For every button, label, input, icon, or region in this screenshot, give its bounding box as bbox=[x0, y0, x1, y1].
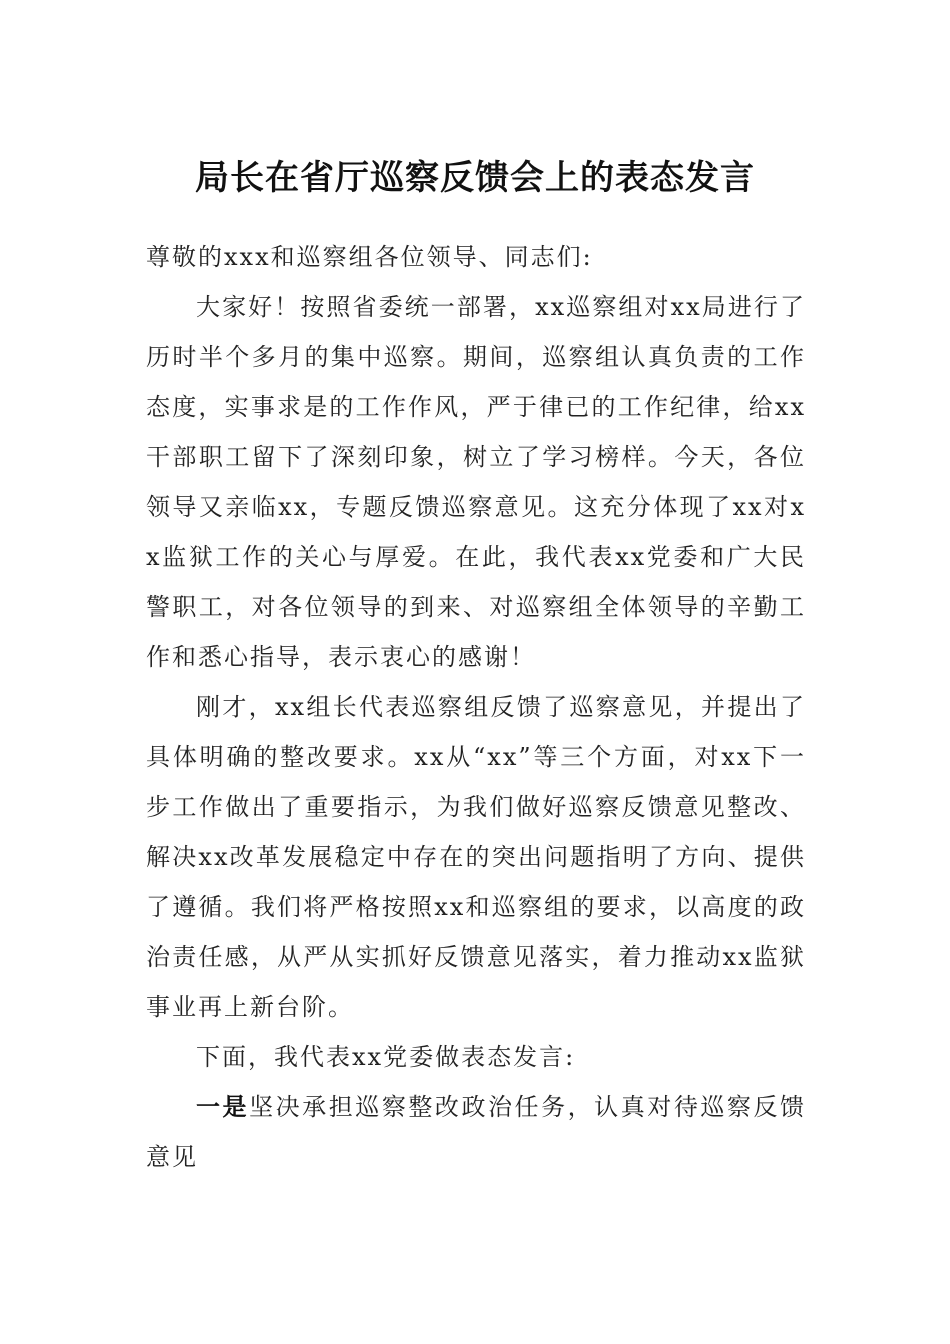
document-title: 局长在省厅巡察反馈会上的表态发言 bbox=[195, 158, 755, 198]
paragraph-transition: 下面，我代表xx党委做表态发言: bbox=[196, 1043, 576, 1071]
document-body bbox=[146, 232, 806, 1182]
salutation: 尊敬的xxx和巡察组各位领导、同志们: bbox=[146, 243, 593, 271]
paragraph-point-one bbox=[146, 1082, 806, 1182]
paragraph-greeting: 大家好！按照省委统一部署，xx巡察组对xx局进行了历时半个多月的集中巡察。期间，巡察组认真负责的工作态度，实事求是的工作作风，严于律已的工作纪律，给xx干部职工留下了深刻印象，树立了学习榜样。今天，各位领导又亲临xx，专题反馈巡察意见。这充分体现了xx对xx监狱工作的关心与厚爱。在此，我代表xx党委和广大民警职工，对各位领导的到来、对巡察组全体领导的辛勤工作和悉心指导，表示衷心的感谢！ bbox=[146, 293, 806, 671]
point-one-text: 坚决承担巡察整改政治任务，认真对待巡察反馈意见 bbox=[146, 1093, 807, 1171]
paragraph-feedback: 刚才，xx组长代表巡察组反馈了巡察意见，并提出了具体明确的整改要求。xx从“xx”等三个方面，对xx下一步工作做出了重要指示，为我们做好巡察反馈意见整改、解决xx改革发展稳定中存在的突出问题指明了方向、提供了遵循。我们将严格按照xx和巡察组的要求，以高度的政治责任感，从严从实抓好反馈意见落实，着力推动xx监狱事业再上新台阶。 bbox=[146, 693, 806, 1021]
point-one-lead: 一是 bbox=[196, 1092, 250, 1121]
